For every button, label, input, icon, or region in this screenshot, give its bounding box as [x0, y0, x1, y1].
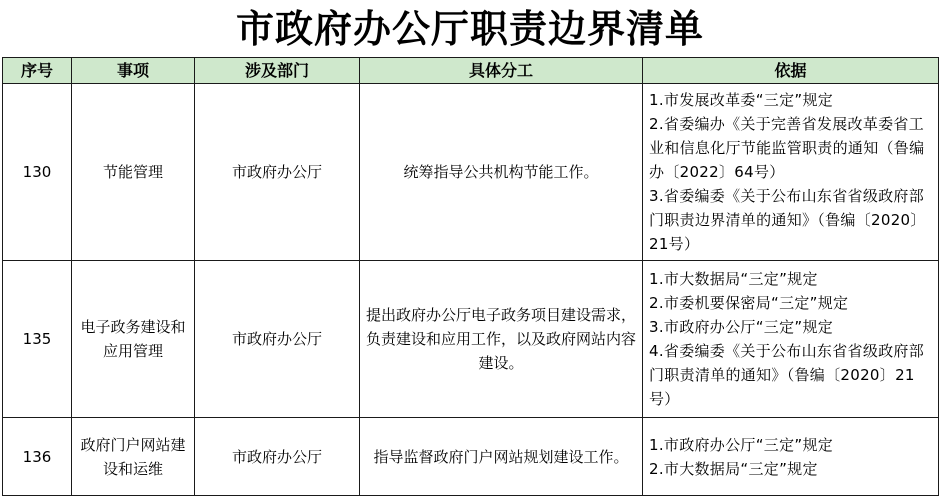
basis-cell	[643, 261, 939, 418]
department-cell: 市政府办公厅	[195, 84, 360, 261]
department-cell: 市政府办公厅	[195, 261, 360, 418]
serial-cell: 136	[3, 418, 72, 496]
basis-line: 4.省委编委《关于公布山东省省级政府部门职责清单的通知》（鲁编〔2020〕21号）	[649, 342, 925, 408]
basis-cell	[643, 418, 939, 496]
serial-cell: 135	[3, 261, 72, 418]
page-title: 市政府办公厅职责边界清单	[235, 6, 704, 51]
basis-cell	[643, 84, 939, 261]
column-header-task: 具体分工	[360, 58, 643, 84]
basis-line: 2.省委编办《关于完善省发展改革委省工业和信息化厅节能监管职责的通知（鲁编办〔2022〕64号）	[649, 115, 925, 181]
task-cell: 统筹指导公共机构节能工作。	[360, 84, 643, 261]
department-cell: 市政府办公厅	[195, 418, 360, 496]
basis-line: 2.市委机要保密局“三定”规定	[649, 294, 849, 312]
basis-line: 1.市大数据局“三定”规定	[649, 270, 818, 288]
table-row	[3, 261, 939, 418]
column-header-item: 事项	[72, 58, 195, 84]
responsibility-table	[2, 57, 939, 496]
table-header-row	[3, 58, 939, 84]
column-header-serial: 序号	[3, 58, 72, 84]
basis-line: 2.市大数据局“三定”规定	[649, 459, 818, 478]
item-cell: 节能管理	[72, 84, 195, 261]
basis-line: 3.市政府办公厅“三定”规定	[649, 318, 834, 336]
basis-line: 3.省委编委《关于公布山东省省级政府部门职责边界清单的通知》（鲁编〔2020〕21号）	[649, 187, 926, 253]
basis-line: 1.市发展改革委“三定”规定	[649, 91, 834, 109]
task-cell: 提出政府办公厅电子政务项目建设需求，负责建设和应用工作，以及政府网站内容建设。	[360, 261, 643, 418]
item-cell: 电子政务建设和应用管理	[72, 261, 195, 418]
column-header-department: 涉及部门	[195, 58, 360, 84]
table-row	[3, 418, 939, 496]
basis-line: 1.市政府办公厅“三定”规定	[649, 435, 834, 454]
task-cell: 指导监督政府门户网站规划建设工作。	[360, 418, 643, 496]
table-row	[3, 84, 939, 261]
serial-cell: 130	[3, 84, 72, 261]
column-header-basis: 依据	[643, 58, 939, 84]
item-cell: 政府门户网站建设和运维	[72, 418, 195, 496]
